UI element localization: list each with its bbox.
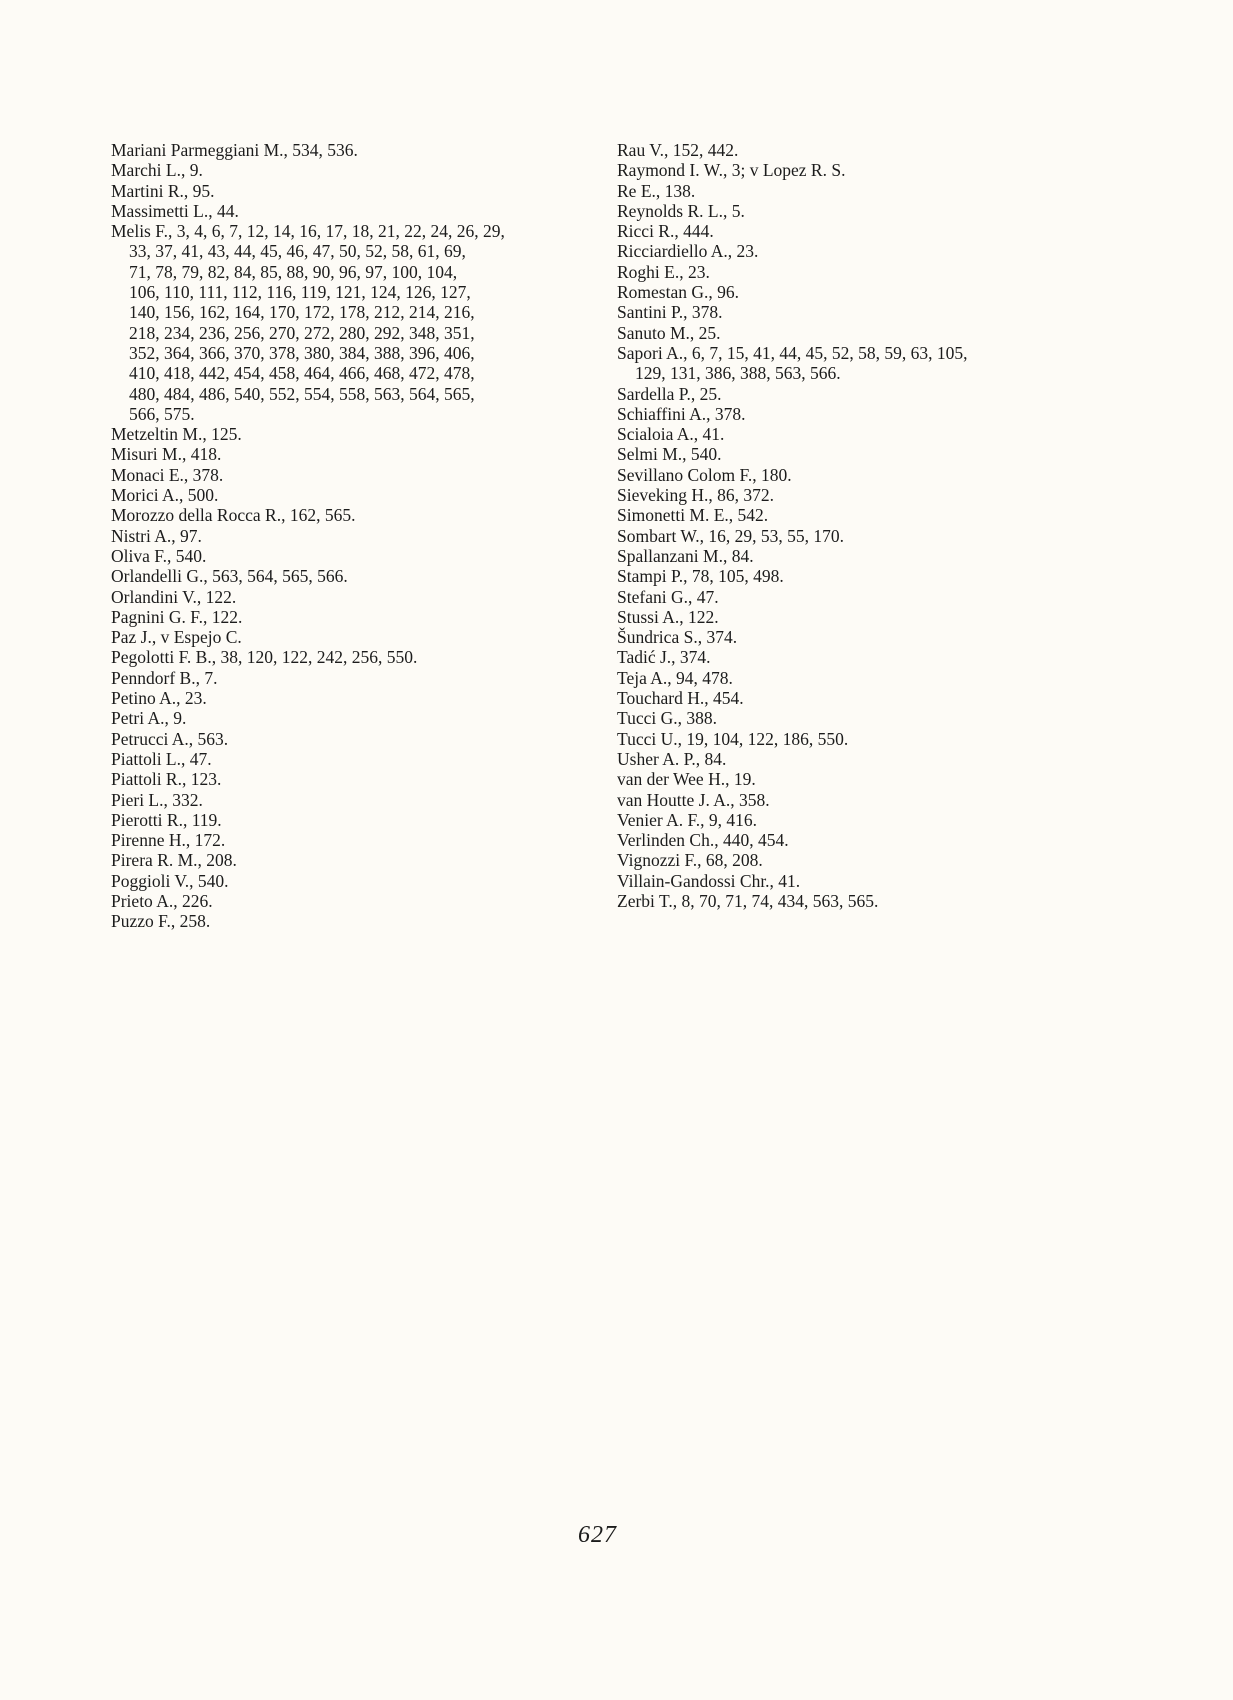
index-entry-line: Schiaffini A., 378. [617,403,746,424]
index-entry [111,546,581,566]
index-entry [111,201,581,221]
page-number: 627 [578,1522,617,1548]
index-entry-line: Piattoli R., 123. [111,769,222,790]
index-entry-line: Sieveking H., 86, 372. [617,485,775,506]
index-entry-line: Tucci G., 388. [617,708,717,729]
index-entry [617,160,1087,180]
index-entry [111,790,581,810]
index-entry-line: Monaci E., 378. [111,464,224,485]
index-entry [111,485,581,505]
index-entry [617,404,1087,424]
index-entry [111,729,581,749]
index-entry-line: Sevillano Colom F., 180. [617,464,792,485]
index-column-left [111,140,581,932]
index-entry-line: Oliva F., 540. [111,545,207,566]
index-entry-line: Penndorf B., 7. [111,667,218,688]
index-entry-line: Morici A., 500. [111,485,219,506]
index-entry [617,729,1087,749]
index-entry-line: Stefani G., 47. [617,586,719,607]
index-entry-line: Sombart W., 16, 29, 53, 55, 170. [617,525,845,546]
index-entry [617,465,1087,485]
index-entry-line: Pagnini G. F., 122. [111,606,243,627]
index-entry [111,769,581,789]
index-entry-line: Stampi P., 78, 105, 498. [617,566,784,587]
index-entry [111,891,581,911]
index-entry [617,201,1087,221]
index-entry-continuation: 129, 131, 386, 388, 563, 566. [635,363,841,384]
index-entry [111,140,581,160]
index-entry-line: Orlandini V., 122. [111,586,237,607]
index-entry [617,871,1087,891]
index-entry [111,688,581,708]
index-entry-continuation: 566, 575. [129,403,195,424]
index-entry-line: Massimetti L., 44. [111,200,239,221]
index-entry [111,526,581,546]
index-entry-line: Pirenne H., 172. [111,830,226,851]
index-entry [617,221,1087,241]
index-entry [617,708,1087,728]
index-entry-line: Pegolotti F. B., 38, 120, 122, 242, 256, 550. [111,647,418,668]
index-entry-line: Petino A., 23. [111,688,207,709]
index-entry [617,668,1087,688]
index-entry-line: Stussi A., 122. [617,606,719,627]
index-entry [617,140,1087,160]
index-entry-line: Zerbi T., 8, 70, 71, 74, 434, 563, 565. [617,890,879,911]
index-entry-line: Mariani Parmeggiani M., 534, 536. [111,140,358,160]
index-entry [617,302,1087,322]
index-entry-line: Villain-Gandossi Chr., 41. [617,870,801,891]
index-entry-line: Nistri A., 97. [111,525,202,546]
index-entry [111,444,581,464]
index-entry [617,241,1087,261]
index-entry [617,830,1087,850]
index-entry-continuation: 218, 234, 236, 256, 270, 272, 280, 292, 348, 351, [129,322,475,343]
index-entry-line: Raymond I. W., 3; v Lopez R. S. [617,160,846,181]
index-entry-line: Venier A. F., 9, 416. [617,809,758,830]
index-entry [111,911,581,931]
index-entry [617,607,1087,627]
index-entry [111,505,581,525]
index-entry [617,769,1087,789]
index-entry-line: Rau V., 152, 442. [617,140,739,160]
index-entry-continuation: 140, 156, 162, 164, 170, 172, 178, 212, 214, 216, [129,302,475,323]
index-entry-line: Sapori A., 6, 7, 15, 41, 44, 45, 52, 58, 59, 63, 105, [617,342,968,363]
index-entry-line: Orlandelli G., 563, 564, 565, 566. [111,566,348,587]
index-entry-line: Misuri M., 418. [111,444,222,465]
index-entry-line: Martini R., 95. [111,180,215,201]
index-entry [111,607,581,627]
index-entry [617,343,1087,384]
index-entry-line: Reynolds R. L., 5. [617,200,745,221]
index-entry-continuation: 410, 418, 442, 454, 458, 464, 466, 468, 472, 478, [129,363,475,384]
index-entry-line: Scialoia A., 41. [617,424,725,445]
index-entry [617,749,1087,769]
index-entry [111,627,581,647]
index-entry-line: Verlinden Ch., 440, 454. [617,830,789,851]
index-entry [617,282,1087,302]
index-entry-line: Pieri L., 332. [111,789,203,810]
index-entry-line: Šundrica S., 374. [617,627,738,648]
index-entry-continuation: 106, 110, 111, 112, 116, 119, 121, 124, 126, 127, [129,282,471,303]
index-entry-line: Pirera R. M., 208. [111,850,237,871]
index-entry [111,424,581,444]
index-entry-line: Piattoli L., 47. [111,748,212,769]
index-entry [111,465,581,485]
index-entry-line: Ricciardiello A., 23. [617,241,759,262]
index-entry [111,566,581,586]
index-entry-line: van der Wee H., 19. [617,769,756,790]
index-entry-line: Ricci R., 444. [617,221,714,242]
index-entry [617,526,1087,546]
index-entry-continuation: 33, 37, 41, 43, 44, 45, 46, 47, 50, 52, 58, 61, 69, [129,241,466,262]
index-entry-line: Tucci U., 19, 104, 122, 186, 550. [617,728,849,749]
index-entry [617,546,1087,566]
index-entry [111,647,581,667]
index-entry [617,850,1087,870]
index-entry-line: Re E., 138. [617,180,696,201]
index-entry [111,749,581,769]
index-entry [111,160,581,180]
index-entry [617,444,1087,464]
index-entry [111,871,581,891]
index-entry-line: Touchard H., 454. [617,688,744,709]
index-column-right [617,140,1087,911]
index-entry [617,790,1087,810]
index-entry [111,221,581,424]
index-entry-line: Simonetti M. E., 542. [617,505,769,526]
index-entry [617,566,1087,586]
index-entry-line: Spallanzani M., 84. [617,545,754,566]
index-entry-line: Usher A. P., 84. [617,748,727,769]
index-entry-line: van Houtte J. A., 358. [617,789,770,810]
index-entry-line: Roghi E., 23. [617,261,710,282]
index-entry-line: Sanuto M., 25. [617,322,721,343]
index-entry-continuation: 71, 78, 79, 82, 84, 85, 88, 90, 96, 97, 100, 104, [129,261,458,282]
index-entry [111,181,581,201]
index-entry-line: Pierotti R., 119. [111,809,222,830]
index-entry-line: Petri A., 9. [111,708,187,729]
index-entry-line: Prieto A., 226. [111,890,213,911]
index-entry [617,810,1087,830]
index-entry [617,384,1087,404]
index-entry [617,688,1087,708]
index-entry-line: Sardella P., 25. [617,383,722,404]
index-entry-line: Romestan G., 96. [617,282,740,303]
index-entry-line: Paz J., v Espejo C. [111,627,242,648]
index-entry-continuation: 352, 364, 366, 370, 378, 380, 384, 388, 396, 406, [129,342,475,363]
index-entry [111,850,581,870]
index-entry-line: Teja A., 94, 478. [617,667,733,688]
index-entry [617,891,1087,911]
index-entry [111,587,581,607]
index-entry-line: Melis F., 3, 4, 6, 7, 12, 14, 16, 17, 18, 21, 22, 24, 26, 29, [111,221,505,242]
index-entry-line: Metzeltin M., 125. [111,424,242,445]
index-entry-line: Petrucci A., 563. [111,728,229,749]
index-entry-line: Vignozzi F., 68, 208. [617,850,763,871]
index-entry-line: Poggioli V., 540. [111,870,229,891]
index-entry-line: Morozzo della Rocca R., 162, 565. [111,505,356,526]
index-entry-line: Marchi L., 9. [111,160,203,181]
index-entry-line: Tadić J., 374. [617,647,711,668]
index-entry [617,424,1087,444]
index-entry [617,181,1087,201]
index-entry [617,587,1087,607]
index-entry [617,627,1087,647]
index-entry [111,708,581,728]
index-entry [111,810,581,830]
index-entry-continuation: 480, 484, 486, 540, 552, 554, 558, 563, 564, 565, [129,383,475,404]
index-entry [617,505,1087,525]
index-entry-line: Selmi M., 540. [617,444,722,465]
index-entry [111,668,581,688]
index-entry-line: Puzzo F., 258. [111,911,211,932]
index-entry [617,485,1087,505]
index-entry [111,830,581,850]
index-entry [617,323,1087,343]
index-entry [617,647,1087,667]
index-entry [617,262,1087,282]
index-entry-line: Santini P., 378. [617,302,723,323]
